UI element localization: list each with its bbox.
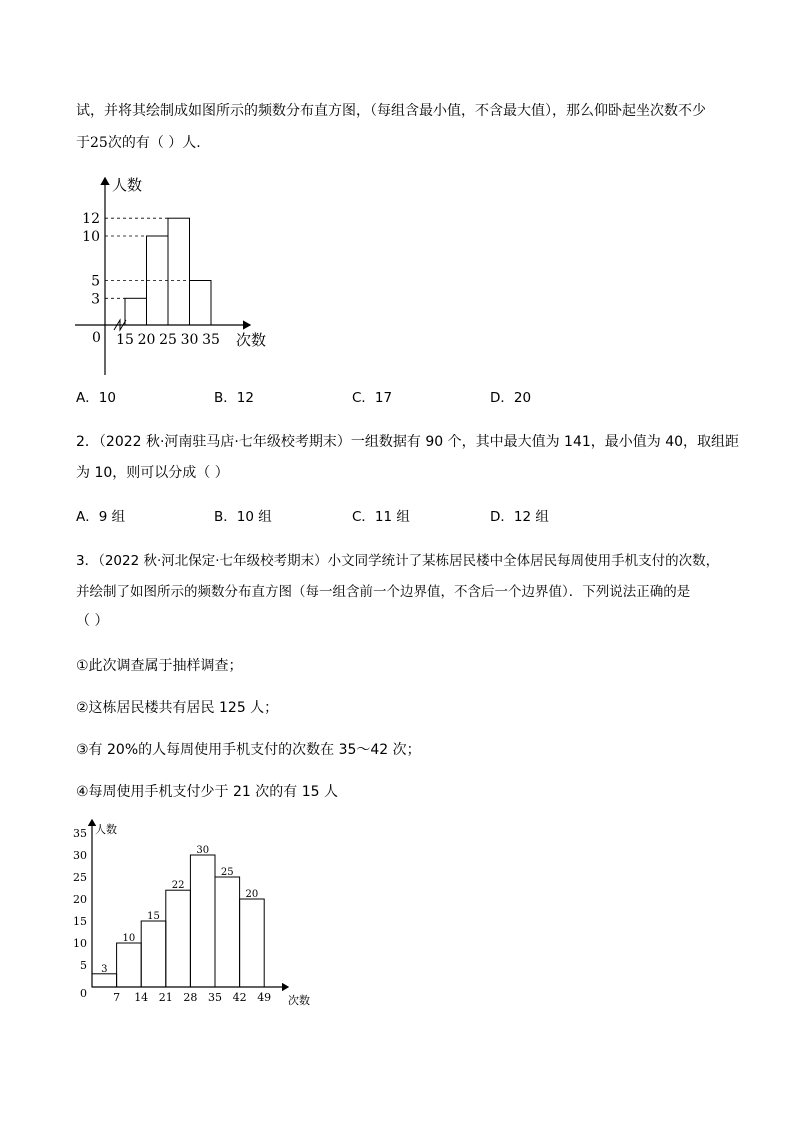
q2-option-d[interactable]: D．12 组: [490, 509, 549, 525]
q1-option-c[interactable]: C．17: [352, 390, 393, 406]
q3-histogram: [70, 815, 320, 1010]
q1-x-tick-35: 35: [202, 332, 220, 348]
q3-data-label-25: 25: [220, 867, 234, 878]
q3-x-tick-14: 14: [134, 991, 149, 1004]
q1-y-tick-12: 12: [82, 211, 100, 228]
q3-x-tick-28: 28: [183, 991, 198, 1004]
q1-option-b[interactable]: B．12: [214, 390, 254, 406]
q1-text-number: 25: [90, 135, 108, 151]
q3-bar-28-35: [190, 855, 215, 987]
q1-y-tick-5: 5: [91, 273, 100, 290]
q3-x-tick-35: 35: [208, 991, 222, 1004]
q1-option-a[interactable]: A．10: [76, 390, 116, 406]
q3-bar-21-28: [166, 890, 191, 987]
q3-data-label-3: 3: [101, 963, 108, 975]
q1-bar-25-30: [168, 218, 190, 325]
q3-y-tick-20: 20: [73, 893, 87, 906]
q3-text-line3: （ ）: [76, 613, 109, 629]
q3-data-label-22: 22: [171, 880, 185, 892]
q1-x-tick-15: 15: [116, 332, 134, 348]
q3-data-label-10: 10: [122, 933, 136, 944]
q3-bar-0-7: [92, 974, 117, 987]
q3-bar-7-14: [117, 943, 142, 987]
q1-text-line1: 试，并将其绘制成如图所示的频数分布直方图，（每组含最小值，不含最大值），那么仰卧起坐次数不少: [76, 103, 706, 119]
q1-ylabel: 人数: [112, 176, 143, 194]
q3-x-tick-21: 21: [158, 991, 173, 1004]
q3-y-tick-35: 35: [73, 827, 87, 840]
q3-x-tick-49: 49: [257, 991, 272, 1004]
q3-ylabel: 人数: [95, 823, 117, 836]
q3-origin-label: 0: [80, 987, 87, 1000]
q3-x-tick-7: 7: [113, 991, 121, 1004]
q1-text-suffix: 次的有（ ）人.: [107, 135, 201, 151]
q3-y-tick-30: 30: [73, 849, 87, 862]
q3-bar-42-49: [240, 899, 265, 987]
q1-option-d[interactable]: D．20: [490, 390, 532, 406]
q1-x-tick-25: 25: [159, 332, 177, 348]
q3-data-label-15: 15: [147, 911, 160, 922]
q1-bar-15-20: [125, 298, 147, 325]
q3-y-tick-10: 10: [73, 937, 87, 950]
q3-text-line2: 并绘制了如图所示的频数分布直方图（每一组含前一个边界值，不含后一个边界值）．下列说法正确的是: [76, 584, 691, 600]
q2-option-c[interactable]: C．11 组: [352, 509, 410, 525]
q1-options: [76, 386, 676, 406]
q1-bar-30-35: [190, 281, 212, 326]
q3-text-line1: 3．（2022 秋·河北保定·七年级校考期末）小文同学统计了某栋居民楼中全体居民每周使用手机支付的次数，: [76, 553, 720, 569]
q1-xlabel: 次数: [236, 331, 267, 349]
q2-option-b[interactable]: B．10 组: [214, 509, 272, 525]
q3-bar-35-42: [215, 877, 240, 987]
q1-origin-label: 0: [92, 330, 101, 346]
q2-option-a[interactable]: A．9 组: [76, 509, 126, 525]
q2-text-line1: 2．（2022 秋·河南驻马店·七年级校考期末）一组数据有 90 个，其中最大值为 141，最小值为 40，取组距: [76, 434, 740, 450]
q1-x-tick-30: 30: [180, 332, 199, 348]
q3-y-tick-15: 15: [73, 915, 87, 928]
q2-text-line2: 为 10，则可以分成（ ）: [76, 465, 229, 481]
q3-statement-4: ④每周使用手机支付少于 21 次的有 15 人: [76, 784, 338, 800]
q3-statement-1: ①此次调查属于抽样调查；: [76, 658, 243, 674]
q3-x-tick-42: 42: [232, 991, 247, 1004]
q3-statement-3: ③有 20%的人每周使用手机支付的次数在 35～42 次；: [76, 742, 421, 758]
q1-y-tick-10: 10: [82, 229, 100, 245]
q3-y-tick-25: 25: [73, 871, 87, 884]
q3-y-tick-5: 5: [80, 959, 87, 972]
q3-bar-14-21: [141, 921, 166, 987]
q1-text-prefix: 于: [76, 135, 90, 151]
q3-data-label-30: 30: [196, 845, 210, 856]
q1-x-tick-20: 20: [137, 332, 156, 348]
q1-text-line2: [76, 132, 201, 152]
q2-options: [76, 505, 676, 525]
q1-y-tick-3: 3: [91, 291, 100, 308]
q1-histogram: [70, 170, 280, 380]
q3-xlabel: 次数: [288, 994, 310, 1007]
q3-data-label-20: 20: [245, 889, 259, 900]
q3-statement-2: ②这栋居民楼共有居民 125 人；: [76, 700, 279, 716]
